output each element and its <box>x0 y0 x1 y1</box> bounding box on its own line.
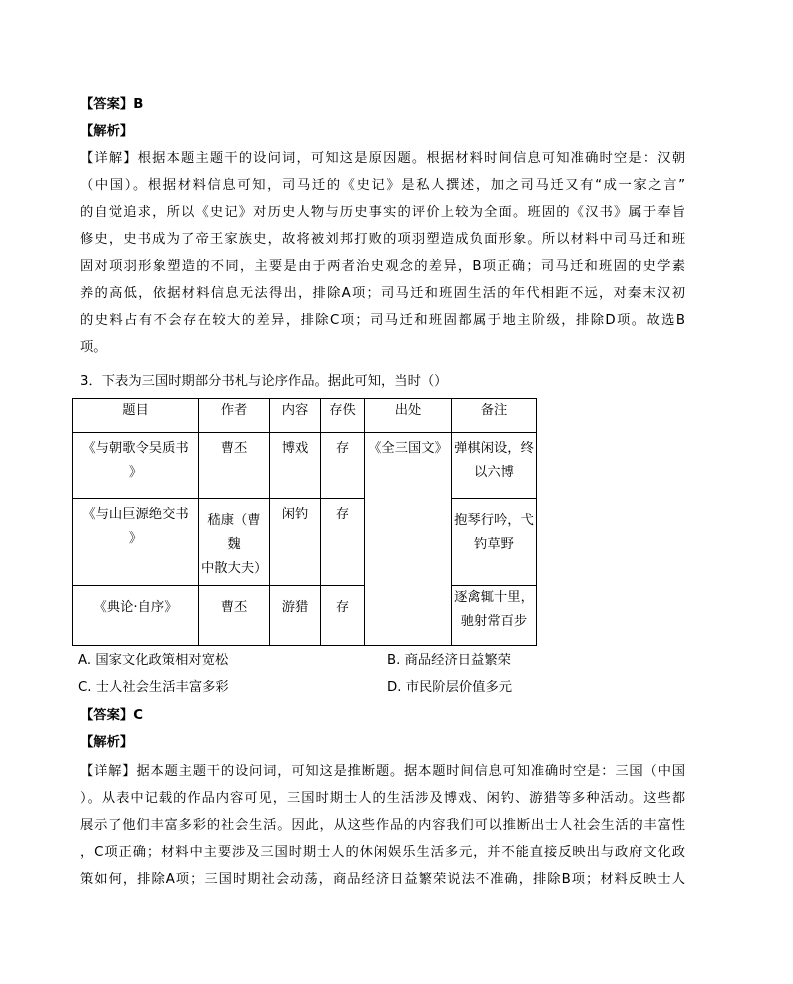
analysis-tag-2: 【解析】 <box>80 735 134 750</box>
option-c: C. 士人社会生活丰富多彩 <box>78 680 229 695</box>
content-cell: 游猎 <box>270 586 321 646</box>
author-cell: 曹丕 <box>199 433 270 499</box>
option-a: A. 国家文化政策相对宽松 <box>78 653 229 668</box>
table-row <box>73 433 537 499</box>
author-cell: 曹丕 <box>199 586 270 646</box>
answer-value: B <box>133 97 144 112</box>
answer-value: C <box>133 708 143 723</box>
detail1-line: 修史，史书成为了帝王家族史，故将被刘邦打败的项羽塑造成负面形象。所以材料中司马迁和班 <box>80 232 685 247</box>
header-cell: 作者 <box>199 399 270 433</box>
table-header-row <box>73 399 537 433</box>
status-cell: 存 <box>321 433 365 499</box>
header-cell: 内容 <box>270 399 321 433</box>
content-cell: 闲钓 <box>270 499 321 586</box>
source-cell: 《全三国文》 <box>365 433 452 646</box>
detail1-line: 固对项羽形象塑造的不同，主要是由于两者治史观念的差异，B项正确；司马迁和班固的史学素 <box>80 259 685 274</box>
header-cell: 备注 <box>452 399 537 433</box>
question-3-title: 3．下表为三国时期部分书札与论序作品。据此可知，当时（） <box>80 374 448 389</box>
content-cell: 博戏 <box>270 433 321 499</box>
header-cell: 题目 <box>73 399 199 433</box>
table-row <box>73 586 537 646</box>
title-cell: 《与山巨源绝交书 》 <box>73 499 199 586</box>
detail2-line: 【详解】据本题主题干的设问词，可知这是推断题。据本题时间信息可知准确时空是：三国（中国 <box>80 764 685 779</box>
note-cell: 弹棋闲设，终 以六博 <box>452 433 537 499</box>
detail2-line: ）。从表中记载的作品内容可见，三国时期士人的生活涉及博戏、闲钓、游猎等多种活动。这些都 <box>80 791 685 806</box>
detail1-line: 养的高低，依据材料信息无法得出，排除A项；司马迁和班固生活的年代相距不远，对秦末汉初 <box>80 286 685 301</box>
option-d: D. 市民阶层价值多元 <box>387 680 513 695</box>
title-cell: 《与朝歌令吴质书 》 <box>73 433 199 499</box>
author-cell: 嵇康（曹魏 中散大夫） <box>199 499 270 586</box>
answer-tag: 【答案】 <box>80 97 134 112</box>
table-row <box>73 499 537 586</box>
detail2-line: ，C项正确；材料中主要涉及三国时期士人的休闲娱乐生活多元，并不能直接反映出与政府文化政 <box>80 845 685 860</box>
answer-tag: 【答案】 <box>80 708 134 723</box>
note-cell: 抱琴行吟，弋 钓草野 <box>452 499 537 586</box>
detail1-line: 【详解】根据本题主题干的设问词，可知这是原因题。根据材料时间信息可知准确时空是：汉朝 <box>80 151 685 166</box>
title-cell: 《典论·自序》 <box>73 586 199 646</box>
detail2-line: 展示了他们丰富多彩的社会生活。因此，从这些作品的内容我们可以推断出士人社会生活的丰富性 <box>80 818 685 833</box>
detail1-line: 的自觉追求，所以《史记》对历史人物与历史事实的评价上较为全面。班固的《汉书》属于奉旨 <box>80 205 685 220</box>
answer-line-1 <box>80 91 685 118</box>
detail1-line: 项。 <box>80 340 107 355</box>
analysis-tag-1: 【解析】 <box>80 124 134 139</box>
option-b: B. 商品经济日益繁荣 <box>387 653 511 668</box>
detail1-line: 的史料占有不会存在较大的差异，排除C项；司马迁和班固都属于地主阶级，排除D项。故选B <box>80 313 685 328</box>
answer-line-2 <box>80 702 685 729</box>
status-cell: 存 <box>321 499 365 586</box>
status-cell: 存 <box>321 586 365 646</box>
note-cell: 逐禽辄十里， 驰射常百步 <box>452 586 537 646</box>
header-cell: 出处 <box>365 399 452 433</box>
detail2-line: 策如何，排除A项；三国时期社会动荡，商品经济日益繁荣说法不准确，排除B项；材料反映士人 <box>80 872 685 887</box>
works-table <box>72 398 537 646</box>
header-cell: 存佚 <box>321 399 365 433</box>
detail1-line: （中国）。根据材料信息可知，司马迁的《史记》是私人撰述，加之司马迁又有“成一家之言” <box>80 178 685 193</box>
